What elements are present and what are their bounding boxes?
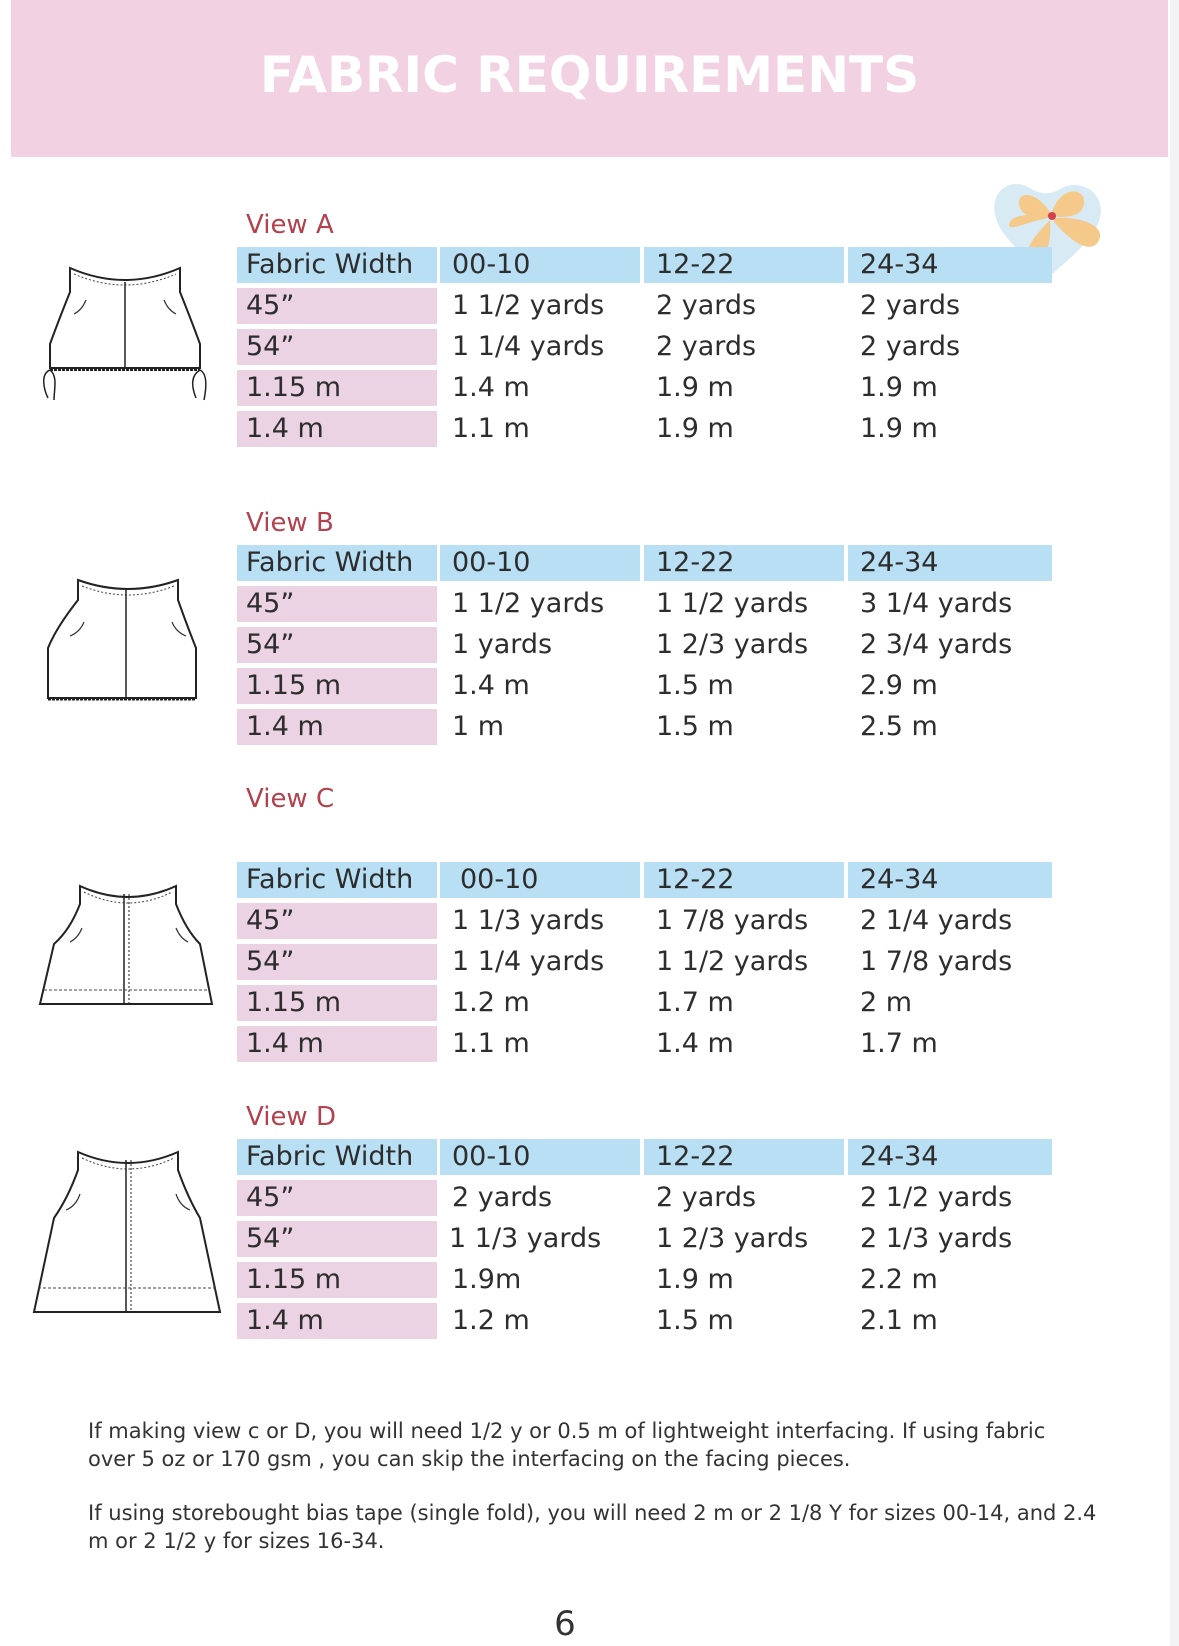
table-cell: 2.1 m <box>860 1305 938 1336</box>
table-cell: 2 m <box>860 987 913 1018</box>
table-cell: 1.5 m <box>656 670 734 701</box>
table-cell: 1.5 m <box>656 1305 734 1336</box>
table-header-row <box>237 1139 1052 1175</box>
table-row <box>237 944 1052 980</box>
header-cell: 12-22 <box>644 1139 844 1175</box>
bias-tape-note: If using storebought bias tape (single fold), you will need 2 m or 2 1/8 Y for sizes 00-14, and 2.4 m or 2 1/2 y for sizes 16-34. <box>88 1501 1097 1553</box>
width-cell: 1.4 m <box>237 411 437 447</box>
width-cell: 1.15 m <box>237 370 437 406</box>
table-cell: 1 1/4 yards <box>452 331 605 362</box>
header-cell: Fabric Width <box>237 545 437 581</box>
view-a-label: View A <box>246 210 334 240</box>
title-banner <box>11 0 1168 157</box>
table-row <box>237 329 1052 365</box>
header-cell: 24-34 <box>848 247 1052 283</box>
table-header-row <box>237 247 1052 283</box>
table-row <box>237 288 1052 324</box>
table-cell: 2 1/3 yards <box>860 1223 1013 1254</box>
view-c-label: View C <box>246 784 335 814</box>
table-row <box>237 627 1052 663</box>
table-cell: 1.2 m <box>452 1305 530 1336</box>
table-cell: 1 2/3 yards <box>656 629 809 660</box>
table-cell: 1.1 m <box>452 413 530 444</box>
table-row <box>237 370 1052 406</box>
table-cell: 2 yards <box>656 1182 757 1213</box>
view-b-garment-illustration <box>44 576 212 704</box>
table-cell: 2 yards <box>452 1182 553 1213</box>
table-row <box>237 586 1052 622</box>
header-cell: 12-22 <box>644 247 844 283</box>
table-cell: 3 1/4 yards <box>860 588 1013 619</box>
table-cell: 1.9 m <box>860 413 938 444</box>
header-cell: 00-10 <box>440 862 640 898</box>
width-cell: 54” <box>237 944 437 980</box>
table-cell: 1.4 m <box>452 372 530 403</box>
table-row <box>237 1180 1052 1216</box>
table-cell: 1 1/2 yards <box>656 588 809 619</box>
table-cell: 1.9 m <box>860 372 938 403</box>
view-d-label: View D <box>246 1102 336 1132</box>
width-cell: 45” <box>237 903 437 939</box>
header-cell: 24-34 <box>848 545 1052 581</box>
header-cell: Fabric Width <box>237 247 437 283</box>
view-a-garment-illustration <box>40 262 210 417</box>
table-cell: 2 yards <box>860 290 961 321</box>
table-cell: 1 7/8 yards <box>656 905 809 936</box>
header-cell: Fabric Width <box>237 862 437 898</box>
table-cell: 2.2 m <box>860 1264 938 1295</box>
table-cell: 1.9 m <box>656 413 734 444</box>
header-cell: 12-22 <box>644 545 844 581</box>
table-cell: 1.4 m <box>452 670 530 701</box>
table-cell: 1 m <box>452 711 505 742</box>
width-cell: 54” <box>237 1221 437 1257</box>
table-row <box>237 1221 1052 1257</box>
width-cell: 45” <box>237 288 437 324</box>
table-header-row <box>237 545 1052 581</box>
header-cell: 24-34 <box>848 862 1052 898</box>
table-row <box>237 1303 1052 1339</box>
width-cell: 1.15 m <box>237 1262 437 1298</box>
table-cell: 1 2/3 yards <box>656 1223 809 1254</box>
table-cell: 1.9 m <box>656 372 734 403</box>
table-row <box>237 709 1052 745</box>
width-cell: 1.4 m <box>237 1026 437 1062</box>
table-cell: 2 1/2 yards <box>860 1182 1013 1213</box>
page-title: FABRIC REQUIREMENTS <box>259 46 920 104</box>
table-cell: 1 1/2 yards <box>656 946 809 977</box>
table-cell: 2 1/4 yards <box>860 905 1013 936</box>
width-cell: 54” <box>237 627 437 663</box>
table-cell: 2.9 m <box>860 670 938 701</box>
table-cell: 2 3/4 yards <box>860 629 1013 660</box>
header-cell: 24-34 <box>848 1139 1052 1175</box>
table-cell: 1 1/3 yards <box>449 1223 602 1254</box>
width-cell: 45” <box>237 586 437 622</box>
header-cell: 00-10 <box>440 247 640 283</box>
table-cell: 1 yards <box>452 629 553 660</box>
width-cell: 1.15 m <box>237 668 437 704</box>
table-cell: 1 1/3 yards <box>452 905 605 936</box>
table-cell: 1.7 m <box>860 1028 938 1059</box>
table-cell: 1 1/4 yards <box>452 946 605 977</box>
table-cell: 1.4 m <box>656 1028 734 1059</box>
table-row <box>237 668 1052 704</box>
table-cell: 1 1/2 yards <box>452 588 605 619</box>
table-cell: 1.7 m <box>656 987 734 1018</box>
table-cell: 1 7/8 yards <box>860 946 1013 977</box>
page-number: 6 <box>554 1604 576 1644</box>
header-cell: 00-10 <box>440 545 640 581</box>
view-d-garment-illustration <box>30 1148 226 1318</box>
table-cell: 1.2 m <box>452 987 530 1018</box>
view-c-garment-illustration <box>36 882 222 1012</box>
table-row <box>237 1026 1052 1062</box>
table-row <box>237 903 1052 939</box>
table-row <box>237 985 1052 1021</box>
width-cell: 1.4 m <box>237 1303 437 1339</box>
width-cell: 54” <box>237 329 437 365</box>
header-cell: Fabric Width <box>237 1139 437 1175</box>
table-cell: 1.9 m <box>656 1264 734 1295</box>
width-cell: 45” <box>237 1180 437 1216</box>
table-cell: 1.9m <box>452 1264 522 1295</box>
width-cell: 1.15 m <box>237 985 437 1021</box>
table-cell: 2.5 m <box>860 711 938 742</box>
table-header-row <box>237 862 1052 898</box>
table-row <box>237 411 1052 447</box>
table-cell: 1.5 m <box>656 711 734 742</box>
width-cell: 1.4 m <box>237 709 437 745</box>
table-cell: 1 1/2 yards <box>452 290 605 321</box>
header-cell: 00-10 <box>440 1139 640 1175</box>
header-cell: 12-22 <box>644 862 844 898</box>
interfacing-note: If making view c or D, you will need 1/2 y or 0.5 m of lightweight interfacing. If using fabric over 5 oz or 170 gsm , you can skip the interfacing on the facing pieces. <box>88 1419 1046 1471</box>
view-b-label: View B <box>246 508 334 538</box>
table-row <box>237 1262 1052 1298</box>
table-cell: 2 yards <box>656 290 757 321</box>
table-cell: 1.1 m <box>452 1028 530 1059</box>
table-cell: 2 yards <box>860 331 961 362</box>
table-cell: 2 yards <box>656 331 757 362</box>
